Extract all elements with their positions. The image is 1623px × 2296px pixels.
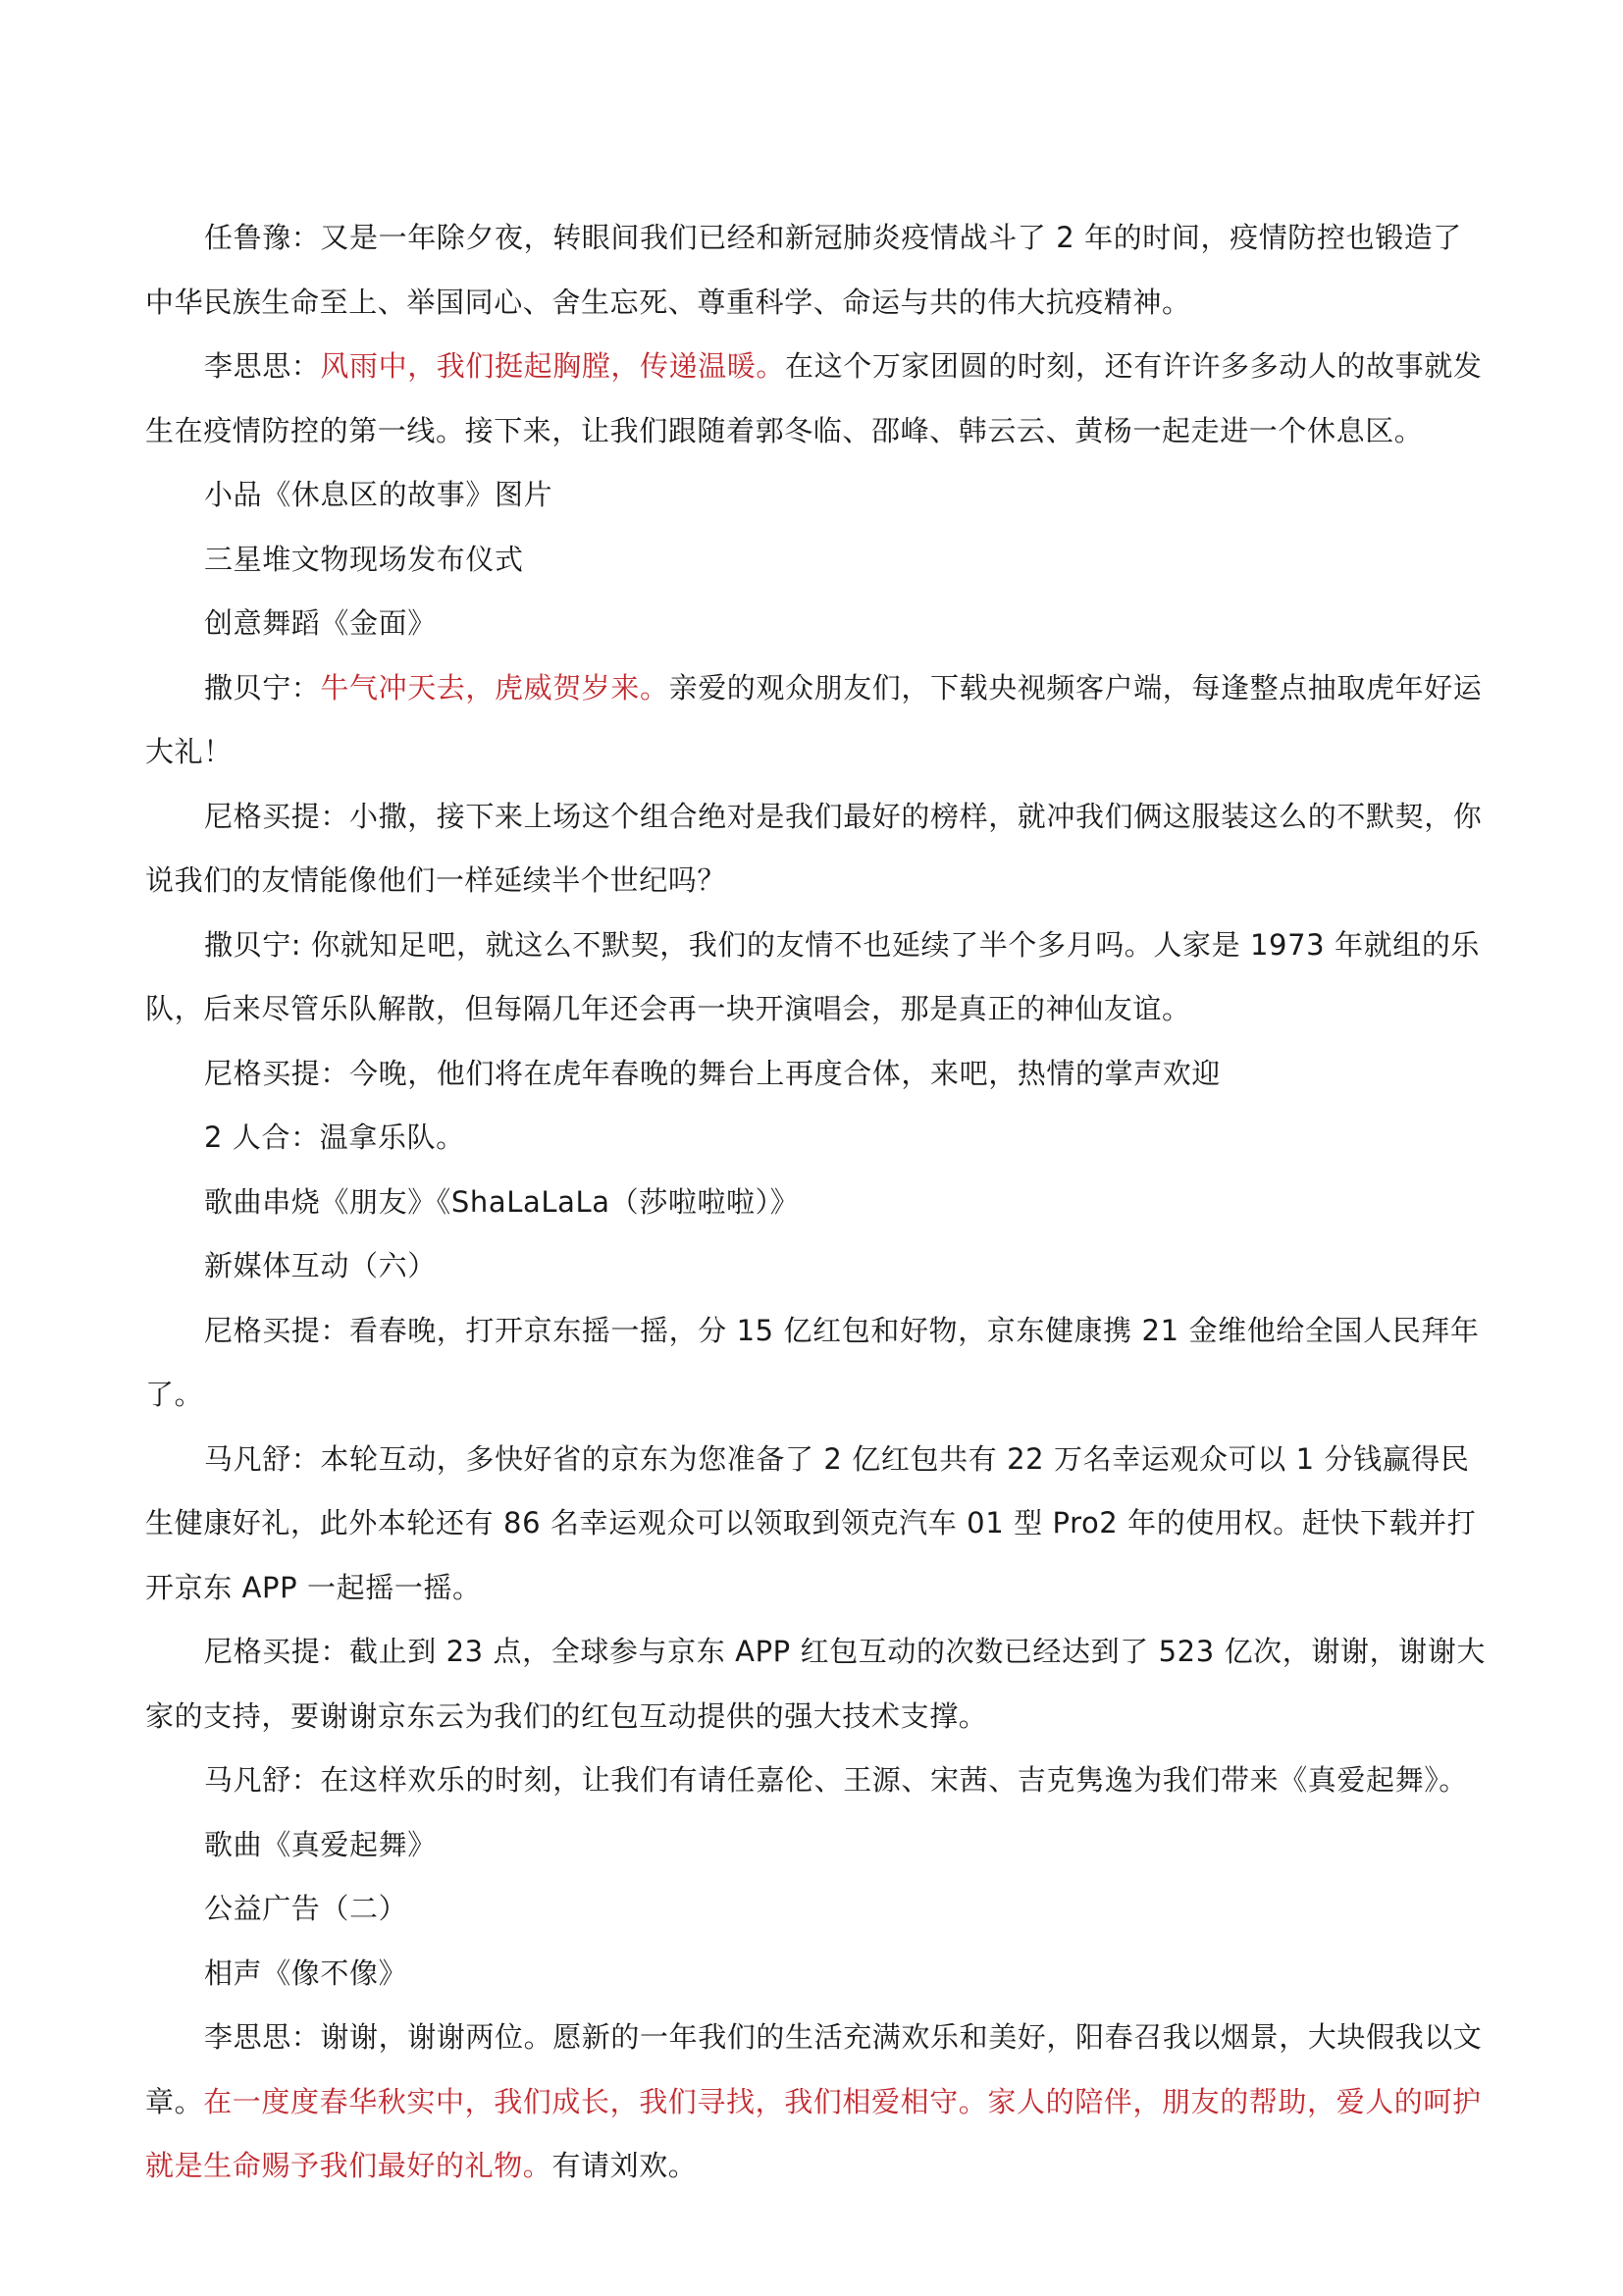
- text-segment: 尼格买提：截止到 23 点，全球参与京东 APP 红包互动的次数已经达到了 523 亿次，谢谢，谢谢大家的支持，要谢谢京东云为我们的红包互动提供的强大技术支撑。: [145, 1635, 1486, 1733]
- paragraph: [145, 528, 1490, 593]
- text-segment: 公益广告（二）: [204, 1892, 408, 1925]
- paragraph: [145, 1299, 1490, 1428]
- paragraph: [145, 1748, 1490, 1813]
- text-segment: 有请刘欢。: [551, 2149, 698, 2182]
- paragraph: [145, 206, 1490, 335]
- paragraph: [145, 1428, 1490, 1621]
- highlighted-text: 风雨中，我们挺起胸膛，传递温暖。: [320, 349, 786, 383]
- paragraph: [145, 2006, 1490, 2199]
- text-segment: 尼格买提：看春晚，打开京东摇一摇，分 15 亿红包和好物，京东健康携 21 金维他给全国人民拜年了。: [145, 1313, 1480, 1411]
- text-segment: 相声《像不像》: [204, 1956, 408, 1990]
- text-segment: 李思思：: [204, 349, 321, 383]
- text-segment: 小品《休息区的故事》图片: [204, 478, 553, 511]
- paragraph: [145, 1877, 1490, 1942]
- paragraph: [145, 1942, 1490, 2007]
- paragraph: [145, 1042, 1490, 1107]
- paragraph: [145, 1620, 1490, 1748]
- text-segment: 撒贝宁：: [204, 670, 321, 704]
- paragraph: [145, 592, 1490, 656]
- text-segment: 马凡舒：本轮互动，多快好省的京东为您准备了 2 亿红包共有 22 万名幸运观众可以 1 分钱赢得民生健康好礼，此外本轮还有 86 名幸运观众可以领取到领克汽车 01 型 Pro2 年的使用权。赶快下载并打开京东 APP 一起摇一摇。: [145, 1441, 1477, 1604]
- text-segment: 任鲁豫：又是一年除夕夜，转眼间我们已经和新冠肺炎疫情战斗了 2 年的时间，疫情防控也锻造了中华民族生命至上、举国同心、舍生忘死、尊重科学、命运与共的伟大抗疫精神。: [145, 221, 1462, 319]
- paragraph: [145, 335, 1490, 463]
- text-segment: 新媒体互动（六）: [204, 1249, 437, 1282]
- highlighted-text: 牛气冲天去，虎威贺岁来。: [320, 670, 669, 704]
- paragraph: [145, 913, 1490, 1042]
- text-segment: 马凡舒：在这样欢乐的时刻，让我们有请任嘉伦、王源、宋茜、吉克隽逸为我们带来《真爱起舞》。: [204, 1763, 1468, 1797]
- paragraph: [145, 656, 1490, 785]
- text-segment: 三星堆文物现场发布仪式: [204, 542, 524, 576]
- document-page: [145, 206, 1490, 2199]
- paragraph: [145, 1813, 1490, 1878]
- text-segment: 2 人合：温拿乐队。: [204, 1121, 465, 1154]
- paragraph: [145, 785, 1490, 913]
- text-segment: 李思思：谢谢，谢谢两位。愿新的一年我们的生活充满欢乐和美好，阳春召我以烟景，大块假我以文章。: [145, 2020, 1483, 2118]
- text-segment: 创意舞蹈《金面》: [204, 606, 437, 640]
- highlighted-text: 在一度度春华秋实中，我们成长，我们寻找，我们相爱相守。家人的陪伴，朋友的帮助，爱人的呵护就是生命赐予我们最好的礼物。: [145, 2084, 1482, 2182]
- paragraph: [145, 1234, 1490, 1299]
- text-segment: 尼格买提：小撒，接下来上场这个组合绝对是我们最好的榜样，就冲我们俩这服装这么的不默契，你说我们的友情能像他们一样延续半个世纪吗？: [145, 799, 1483, 897]
- text-segment: 歌曲《真爱起舞》: [204, 1827, 437, 1861]
- text-segment: 撒贝宁: 你就知足吧，就这么不默契，我们的友情不也延续了半个多月吗。人家是 1973 年就组的乐队，后来尽管乐队解散，但每隔几年还会再一块开演唱会，那是真正的神仙友谊。: [145, 927, 1481, 1025]
- text-segment: 在这个万家团圆的时刻，还有许许多多动人的故事就发生在疫情防控的第一线。接下来，让我们跟随着郭冬临、邵峰、韩云云、黄杨一起走进一个休息区。: [145, 349, 1483, 447]
- text-segment: 歌曲串烧《朋友》《ShaLaLaLa（莎啦啦啦）》: [204, 1184, 800, 1219]
- paragraph: [145, 1106, 1490, 1171]
- text-segment: 尼格买提：今晚，他们将在虎年春晚的舞台上再度合体，来吧，热情的掌声欢迎: [204, 1056, 1222, 1090]
- text-segment: 亲爱的观众朋友们，下载央视频客户端，每逢整点抽取虎年好运大礼！: [145, 670, 1483, 768]
- paragraph: [145, 463, 1490, 528]
- paragraph: [145, 1171, 1490, 1235]
